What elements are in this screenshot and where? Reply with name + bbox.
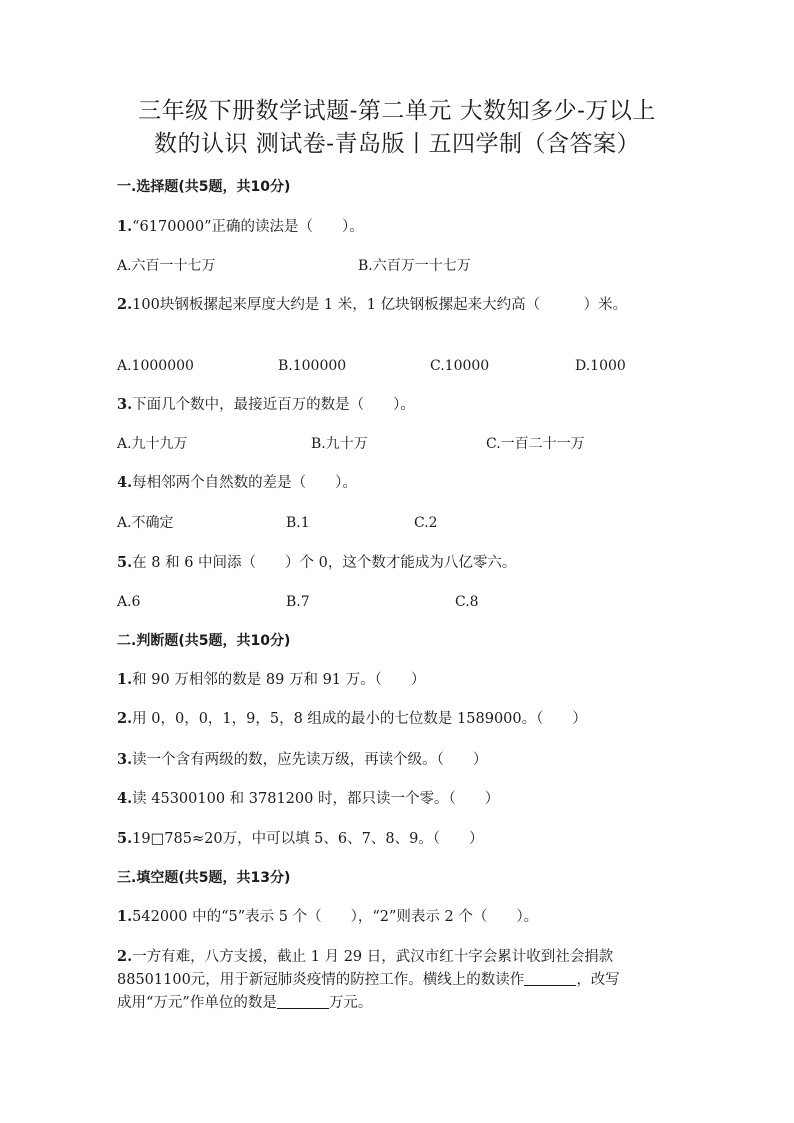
question-number: 3. xyxy=(117,396,133,413)
fill-question-2-line2 xyxy=(117,970,620,990)
question-number: 4. xyxy=(117,790,133,807)
question-text: 88501100元，用于新冠肺炎疫情的防控工作。横线上的数读作 xyxy=(117,972,525,988)
question-number: 4. xyxy=(117,474,133,491)
question-text: 每相邻两个自然数的差是（ ）。 xyxy=(132,475,357,491)
question-number: 3. xyxy=(117,751,133,768)
question-number: 1. xyxy=(117,908,133,925)
fill-question-2-line1 xyxy=(117,947,613,967)
question-number: 1. xyxy=(117,671,133,688)
question-number: 1. xyxy=(117,218,133,235)
section-heading-judge: 二.判断题(共5题，共10分) xyxy=(117,633,291,649)
question-text: 和 90 万相邻的数是 89 万和 91 万。（ ） xyxy=(132,672,426,688)
choice-q2-option-a: A.1000000 xyxy=(117,358,194,374)
choice-q5-option-a: A.6 xyxy=(117,594,141,610)
question-number: 2. xyxy=(117,296,133,313)
question-number: 5. xyxy=(117,830,133,847)
choice-q3-option-a: A.九十九万 xyxy=(117,436,188,452)
question-text: 用 0，0，0，1，9，5，8 组成的最小的七位数是 1589000。（ ） xyxy=(132,711,587,727)
question-text: 万元。 xyxy=(328,995,373,1011)
question-number: 2. xyxy=(117,948,133,965)
answer-blank[interactable] xyxy=(277,994,329,1009)
question-text: 成用“万元”作单位的数是 xyxy=(117,995,277,1011)
question-text: ，改写 xyxy=(576,972,620,988)
choice-q2-option-d: D.1000 xyxy=(575,358,626,374)
choice-q1-option-b: B.六百万一十七万 xyxy=(358,258,471,274)
choice-q2-option-b: B.100000 xyxy=(278,358,347,374)
choice-q5-option-c: C.8 xyxy=(455,594,479,610)
page-title-line1: 三年级下册数学试题-第二单元 大数知多少-万以上 xyxy=(138,98,656,124)
question-number: 2. xyxy=(117,710,133,727)
question-text: 读一个含有两级的数，应先读万级，再读个级。（ ） xyxy=(132,752,488,768)
section-heading-choice: 一.选择题(共5题，共10分) xyxy=(117,179,291,195)
question-number: 5. xyxy=(117,554,133,571)
question-text: 100块钢板摞起来厚度大约是 1 米，1 亿块钢板摞起来大约高（ ）米。 xyxy=(132,297,628,313)
choice-q4-option-c: C.2 xyxy=(414,515,438,531)
question-text: 在 8 和 6 中间添（ ）个 0，这个数才能成为八亿零六。 xyxy=(132,555,517,571)
section-heading-fill: 三.填空题(共5题，共13分) xyxy=(117,870,291,886)
question-text: 19□785≈20万，中可以填 5、6、7、8、9。（ ） xyxy=(132,831,484,847)
choice-q2-option-c: C.10000 xyxy=(430,358,490,374)
choice-q3-option-c: C.一百二十一万 xyxy=(486,436,585,452)
choice-question-5 xyxy=(117,553,516,573)
choice-q4-option-a: A.不确定 xyxy=(117,515,174,531)
judge-question-4 xyxy=(117,789,499,809)
judge-question-2 xyxy=(117,709,587,729)
judge-question-5 xyxy=(117,829,484,849)
choice-question-2 xyxy=(117,295,627,315)
question-text: 542000 中的“5”表示 5 个（ ），“2”则表示 2 个（ ）。 xyxy=(132,909,539,925)
choice-question-3 xyxy=(117,395,415,415)
choice-question-4 xyxy=(117,473,357,493)
question-text: 一方有难，八方支援，截止 1 月 29 日，武汉市红十字会累计收到社会捐款 xyxy=(132,949,614,965)
choice-q4-option-b: B.1 xyxy=(286,515,310,531)
answer-blank[interactable] xyxy=(524,971,576,986)
choice-question-1 xyxy=(117,217,364,237)
choice-q1-option-a: A.六百一十七万 xyxy=(117,258,216,274)
judge-question-1 xyxy=(117,670,425,690)
page-title-line2: 数的认识 测试卷-青岛版丨五四学制（含答案） xyxy=(153,131,641,157)
fill-question-1 xyxy=(117,907,538,927)
question-text: 下面几个数中，最接近百万的数是（ ）。 xyxy=(132,397,415,413)
choice-q5-option-b: B.7 xyxy=(286,594,310,610)
judge-question-3 xyxy=(117,750,487,770)
question-text: 读 45300100 和 3781200 时，都只读一个零。（ ） xyxy=(132,791,500,807)
choice-q3-option-b: B.九十万 xyxy=(311,436,368,452)
fill-question-2-line3 xyxy=(117,993,372,1013)
question-text: “6170000”正确的读法是（ ）。 xyxy=(132,219,364,235)
